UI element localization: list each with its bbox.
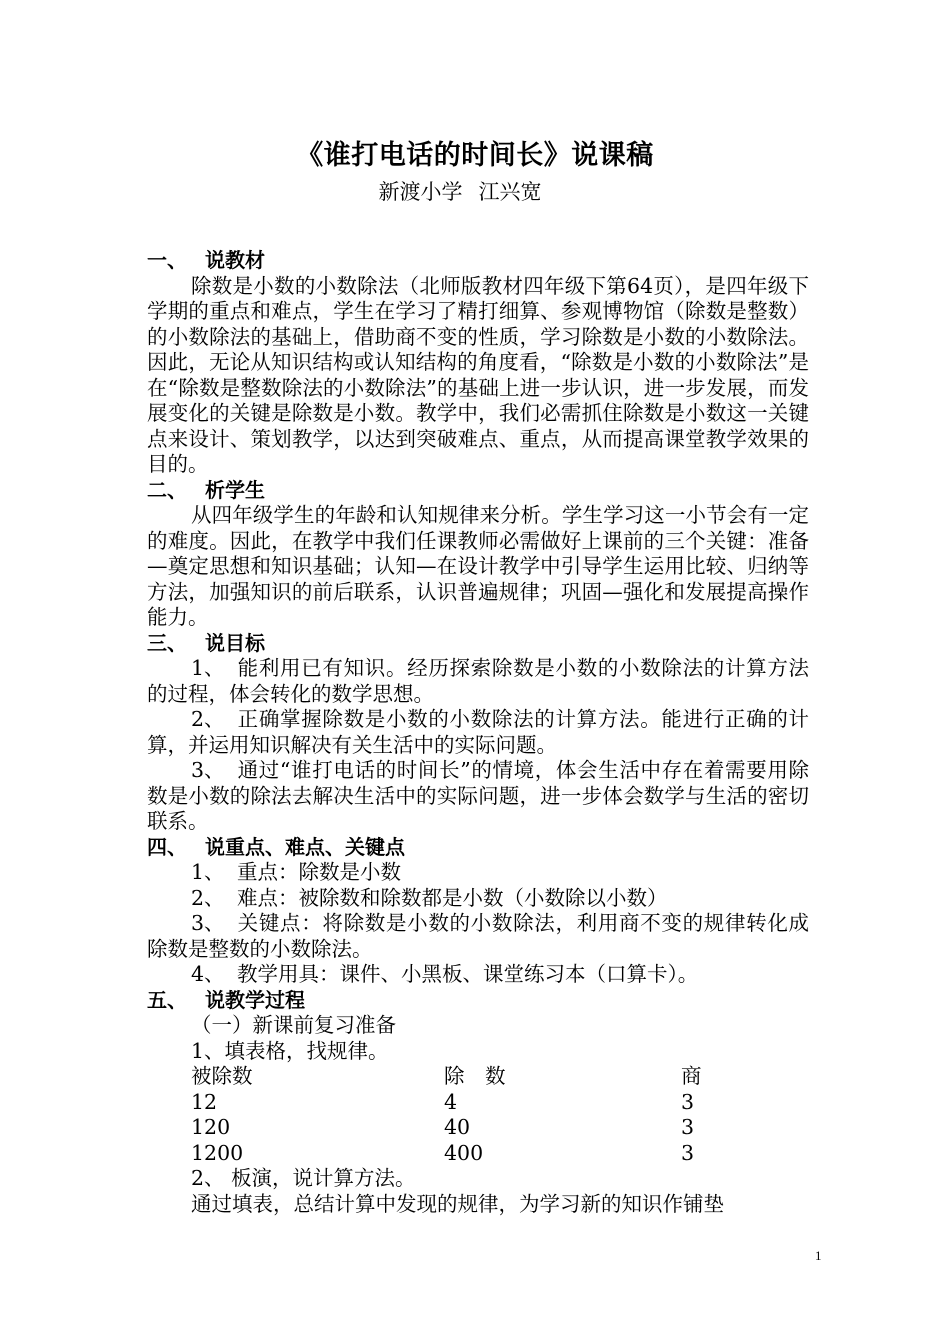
list-item <box>147 886 809 912</box>
column-header-divisor: 除 数 <box>444 1064 506 1088</box>
section-paragraph: 除数是小数的小数除法（北师版教材四年级下第64页），是四年级下学期的重点和难点，学生在学习了精打细算、参观博物馆（除数是整数）的小数除法的基础上，借助商不变的性质，学习除数是小数的小数除法。因此，无论从知识结构或认知结构的角度看，“除数是小数的小数除法”是在“除数是整数除法的小数除法”的基础上进一步认识，进一步发展，而发展变化的关键是除数是小数。教学中，我们必需抓住除数是小数这一关键点来设计、策划教学，以达到突破难点、重点，从而提高课堂教学效果的目的。 <box>147 273 809 476</box>
section-title: 析学生 <box>205 477 265 502</box>
column-header-dividend: 被除数 <box>191 1064 253 1088</box>
table-header-row <box>191 1064 809 1090</box>
item-number: 2、 <box>191 885 225 910</box>
author-line <box>0 176 920 206</box>
section-title: 说教材 <box>205 248 265 272</box>
item-text: 通过“谁打电话的时间长”的情境，体会生活中存在着需要用除数是小数的除法去解决生活中的实际问题，进一步体会数学与生活的密切联系。 <box>147 758 809 833</box>
division-table <box>147 1064 809 1166</box>
section-title: 说目标 <box>205 630 265 655</box>
item-text: 重点：除数是小数 <box>237 860 401 884</box>
step-text: 1、填表格，找规律。 <box>191 1038 389 1063</box>
table-row <box>191 1090 809 1116</box>
table-cell: 3 <box>681 1089 695 1114</box>
section-paragraph: 从四年级学生的年龄和认知规律来分析。学生学习这一小节会有一定的难度。因此，在教学中我们任课教师必需做好上课前的三个关键：准备—奠定思想和知识基础；认知—在设计教学中引导学生运用比较、归纳等方法，加强知识的前后联系，认识普遍规律；巩固—强化和发展提高操作能力。 <box>147 503 809 629</box>
page-number: 1 <box>815 1248 822 1263</box>
item-number: 3、 <box>191 911 225 935</box>
section-heading-3 <box>147 631 809 657</box>
list-item <box>147 758 809 835</box>
table-cell: 12 <box>191 1089 218 1114</box>
list-item <box>147 707 809 758</box>
item-number: 1、 <box>191 656 225 680</box>
item-number: 3、 <box>191 758 225 782</box>
table-cell: 1200 <box>191 1140 244 1165</box>
table-cell: 400 <box>444 1140 484 1165</box>
section-title: 说教学过程 <box>205 987 305 1012</box>
table-row <box>191 1141 809 1167</box>
table-row <box>191 1115 809 1141</box>
subsection-title: （一）新课前复习准备 <box>191 1013 396 1037</box>
table-cell: 3 <box>681 1115 695 1139</box>
list-item <box>147 656 809 707</box>
summary-text: 通过填表，总结计算中发现的规律，为学习新的知识作铺垫 <box>191 1191 724 1216</box>
author-name: 江兴宽 <box>478 180 542 204</box>
section-heading-2 <box>147 478 809 504</box>
list-item <box>147 860 809 886</box>
section-heading-1 <box>147 248 809 274</box>
document-body <box>147 248 809 1217</box>
section-number: 一、 <box>147 248 187 272</box>
item-text: 难点：被除数和除数都是小数（小数除以小数） <box>237 885 668 910</box>
section-number: 四、 <box>147 834 187 859</box>
item-text: 关键点：将除数是小数的小数除法，利用商不变的规律转化成除数是整数的小数除法。 <box>147 911 809 961</box>
item-number: 4、 <box>191 962 225 986</box>
table-cell: 40 <box>444 1115 471 1139</box>
section-number: 三、 <box>147 630 187 655</box>
item-text: 能利用已有知识。经历探索除数是小数的小数除法的计算方法的过程，体会转化的数学思想。 <box>147 656 809 706</box>
column-header-quotient: 商 <box>681 1064 702 1088</box>
table-cell: 3 <box>681 1140 695 1165</box>
section-heading-4 <box>147 835 809 861</box>
list-item <box>147 911 809 962</box>
document-title: 《谁打电话的时间长》说课稿 <box>296 140 654 171</box>
item-text: 正确掌握除数是小数的小数除法的计算方法。能进行正确的计算，并运用知识解决有关生活中的实际问题。 <box>147 707 809 757</box>
item-number: 1、 <box>191 860 225 884</box>
item-text: 教学用具：课件、小黑板、课堂练习本（口算卡）。 <box>237 962 699 986</box>
step-text: 2、 板演，说计算方法。 <box>191 1166 416 1190</box>
section-title: 说重点、难点、关键点 <box>205 834 405 859</box>
section-heading-5 <box>147 988 809 1014</box>
item-number: 2、 <box>191 707 225 731</box>
table-cell: 4 <box>444 1089 458 1114</box>
table-cell: 120 <box>191 1115 231 1139</box>
school-name: 新渡小学 <box>378 180 463 204</box>
section-number: 五、 <box>147 987 187 1012</box>
list-item <box>147 962 809 988</box>
section-number: 二、 <box>147 477 187 502</box>
